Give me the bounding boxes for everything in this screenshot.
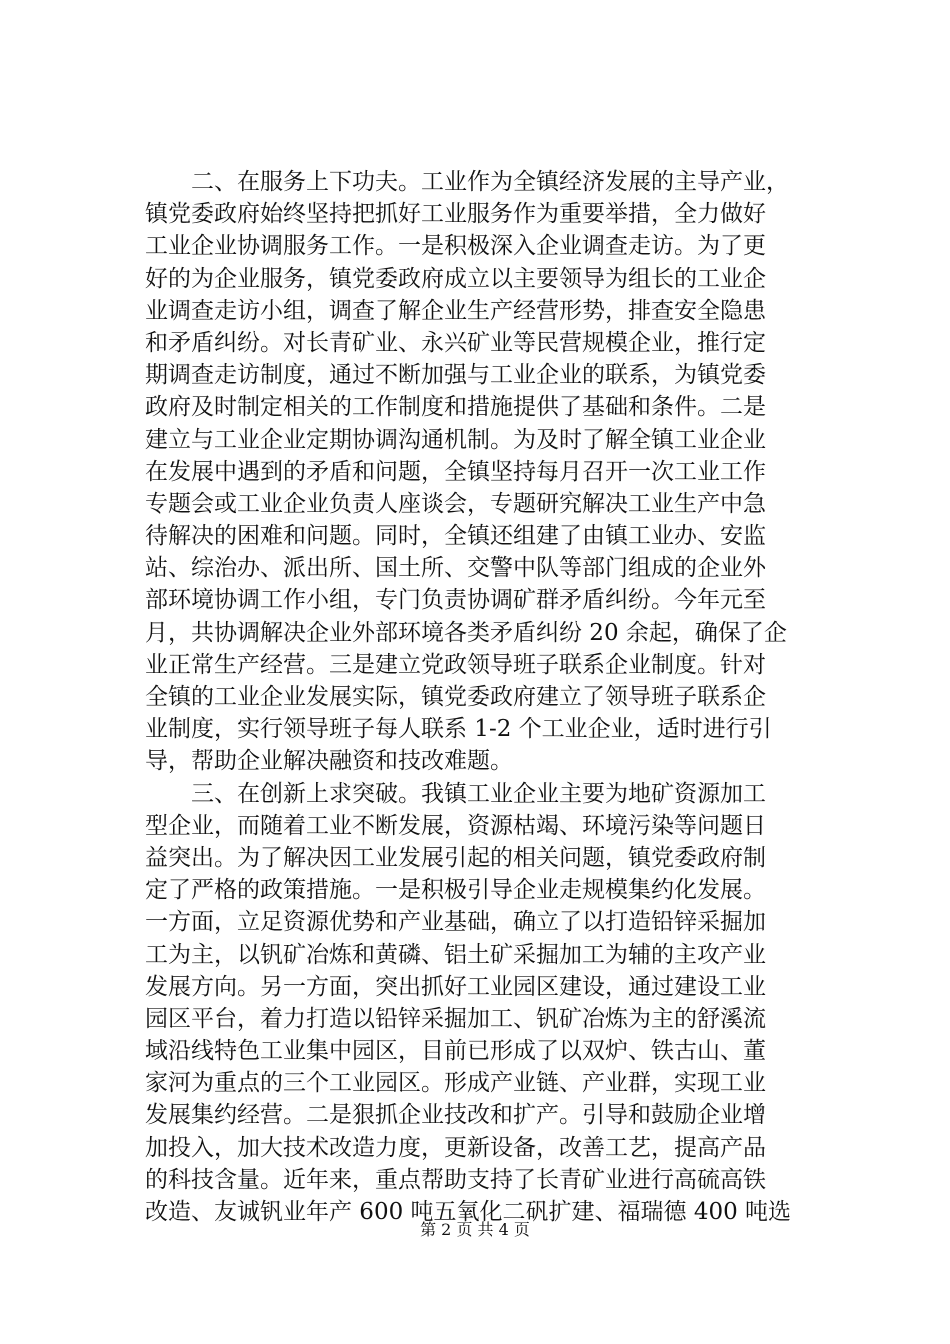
- text-line: 三、在创新上求突破。我镇工业企业主要为地矿资源加工: [145, 780, 766, 807]
- text-line: 好的为企业服务，镇党委政府成立以主要领导为组长的工业企: [145, 265, 766, 292]
- text-line: 发展集约经营。二是狠抓企业技改和扩产。引导和鼓励企业增: [145, 1102, 766, 1129]
- text-line: 部环境协调工作小组，专门负责协调矿群矛盾纠纷。今年元至: [145, 587, 766, 614]
- text-line: 全镇的工业企业发展实际，镇党委政府建立了领导班子联系企: [145, 684, 766, 710]
- text-line: 专题会或工业企业负责人座谈会，专题研究解决工业生产中急: [145, 490, 766, 517]
- text-line: 加投入，加大技术改造力度，更新设备，改善工艺，提高产品: [145, 1134, 766, 1161]
- text-line: 待解决的困难和问题。同时，全镇还组建了由镇工业办、安监: [145, 523, 766, 550]
- text-line: 业调查走访小组，调查了解企业生产经营形势，排查安全隐患: [145, 297, 766, 324]
- text-line: 工为主，以钒矿冶炼和黄磷、铝土矿采掘加工为辅的主攻产业: [145, 941, 766, 968]
- text-line: 益突出。为了解决因工业发展引起的相关问题，镇党委政府制: [145, 844, 766, 871]
- body-text: [145, 166, 835, 1228]
- text-line: 政府及时制定相关的工作制度和措施提供了基础和条件。二是: [145, 394, 766, 421]
- text-line: 业制度，实行领导班子每人联系 1-2 个工业企业，适时进行引: [145, 716, 772, 743]
- text-line: 型企业，而随着工业不断发展，资源枯竭、环境污染等问题日: [145, 812, 766, 839]
- text-line: 导，帮助企业解决融资和技改难题。: [145, 748, 513, 775]
- text-line: 园区平台，着力打造以铅锌采掘加工、钒矿冶炼为主的舒溪流: [145, 1005, 766, 1032]
- text-line: 和矛盾纠纷。对长青矿业、永兴矿业等民营规模企业，推行定: [145, 329, 766, 356]
- text-line: 期调查走访制度，通过不断加强与工业企业的联系，为镇党委: [145, 362, 766, 389]
- text-line: 二、在服务上下功夫。工业作为全镇经济发展的主导产业，: [145, 169, 789, 195]
- text-line: 一方面，立足资源优势和产业基础，确立了以打造铅锌采掘加: [145, 909, 766, 936]
- text-line: 工业企业协调服务工作。一是积极深入企业调查走访。为了更: [145, 233, 766, 260]
- text-line: 定了严格的政策措施。一是积极引导企业走规模集约化发展。: [145, 877, 766, 904]
- text-line: 业正常生产经营。三是建立党政领导班子联系企业制度。针对: [145, 651, 766, 678]
- text-line: 站、综治办、派出所、国土所、交警中队等部门组成的企业外: [145, 555, 766, 582]
- text-line: 的科技含量。近年来，重点帮助支持了长青矿业进行高硫高铁: [145, 1166, 766, 1193]
- text-line: 发展方向。另一方面，突出抓好工业园区建设，通过建设工业: [145, 973, 766, 1000]
- text-line: 月，共协调解决企业外部环境各类矛盾纠纷 20 余起，确保了企: [145, 619, 787, 646]
- text-line: 镇党委政府始终坚持把抓好工业服务作为重要举措，全力做好: [145, 201, 766, 228]
- text-line: 在发展中遇到的矛盾和问题，全镇坚持每月召开一次工业工作: [145, 458, 766, 485]
- page-number-footer: 第 2 页 共 4 页: [420, 1220, 530, 1239]
- text-line: 建立与工业企业定期协调沟通机制。为及时了解全镇工业企业: [145, 426, 766, 453]
- text-line: 域沿线特色工业集中园区，目前已形成了以双炉、铁古山、董: [145, 1038, 766, 1065]
- text-line: 家河为重点的三个工业园区。形成产业链、产业群，实现工业: [145, 1070, 766, 1097]
- text-line: 改造、友诚钒业年产 600 吨五氧化二矾扩建、福瑞德 400 吨选: [145, 1199, 792, 1225]
